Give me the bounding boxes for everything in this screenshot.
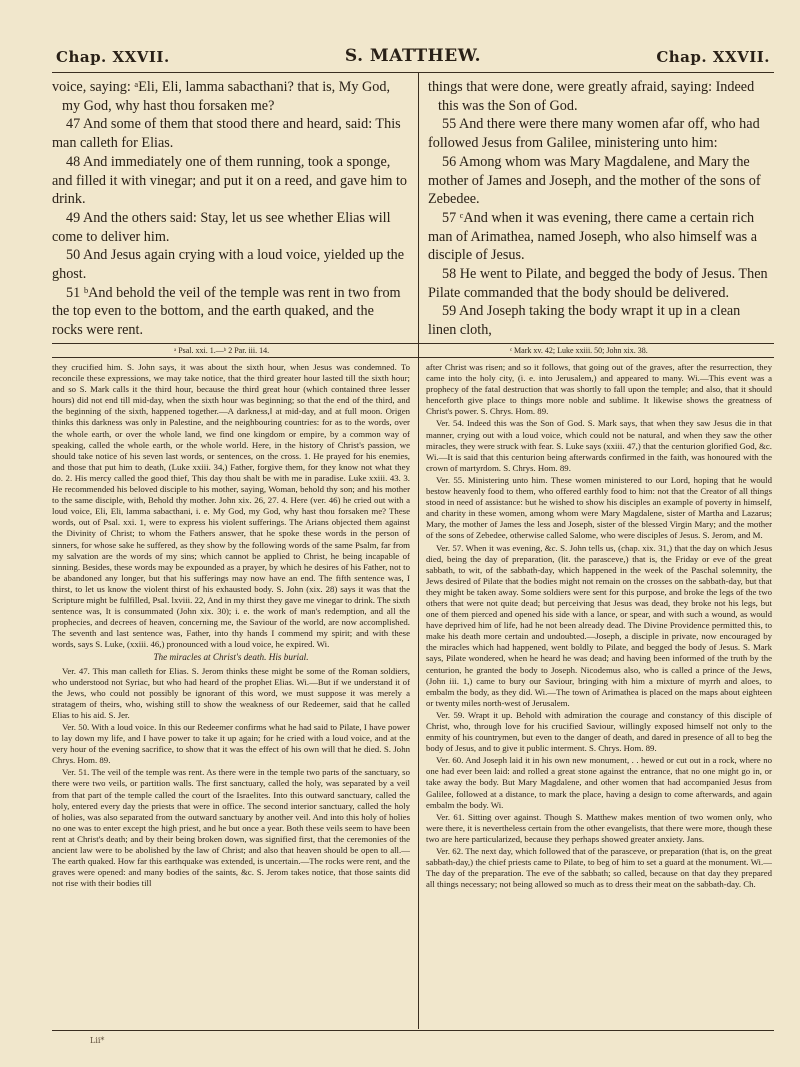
commentary-column-divider <box>418 357 419 1029</box>
chapter-label-left: Chap. XXVII. <box>56 48 170 66</box>
running-header <box>56 44 770 70</box>
verse: 47 And some of them that stood there and heard, said: This man calleth for Elias. <box>52 116 401 152</box>
commentary-paragraph: Ver. 61. Sitting over against. Though S. Matthew makes mention of two women only, who were there, it is nevertheless certain from the other evangelists, that there were more, though these two are here particularized, because they perhaps showed greater anxiety. Jans. <box>426 811 772 844</box>
verse: 55 And there were there many women afar off, who had followed Jesus from Galilee, ministering unto him: <box>428 116 760 152</box>
commentary-paragraph: Ver. 62. The next day, which followed that of the parasceve, or preparation (that is, on the great sabbath-day,) the chief priests came to Pilate, to beg of him to set a guard at the monument. Wi.—The day of the preparation. The eve of the sabbath; so called, because on that day they prepared all things necessary; not being allowed so much as to dress their meat on the sabbath-day. Ch. <box>426 846 772 890</box>
footnote-right: ᶜ Mark xv. 42; Luke xxiii. 50; John xix. 38. <box>510 346 648 355</box>
verse: 50 And Jesus again crying with a loud voice, yielded up the ghost. <box>52 247 405 283</box>
verse: voice, saying: ᵃEli, Eli, lamma sabacthani? that is, My God, my God, why hast thou forsaken me? <box>52 79 390 114</box>
header-rule <box>52 72 774 73</box>
verse-column-divider <box>418 72 419 358</box>
verse: things that were done, were greatly afraid, saying: Indeed this was the Son of God. <box>428 79 755 114</box>
commentary-column-right <box>426 362 772 1027</box>
commentary-paragraph: Ver. 47. This man calleth for Elias. S. Jerom thinks these might be some of the Roman soldiers, who understood not Syriac, but who had heard of the prophet Elias. Wi.—But if we understand it of the Jews, who could not possibly be ignorant of this word, we must suppose it was merely a stratagem of theirs, who, wishing still to show the weakness of our Redeemer, said that he called Elias to his aid. S. Jer. <box>52 665 410 720</box>
commentary-rule <box>52 357 774 358</box>
verse-column-left <box>52 78 408 340</box>
commentary-paragraph: Ver. 54. Indeed this was the Son of God. S. Mark says, that when they saw Jesus die in that manner, crying out with a loud voice, which could not be natural, and when they saw the other miracles, they were struck with fear. S. Luke says (xxiii. 47,) that the centurion glorified God, &c. Wi.—It is said that this centurion being afterwards confirmed in the faith, was honoured with the crown of martyrdom. S. Chrys. Hom. 89. <box>426 418 772 473</box>
commentary-paragraph: Ver. 55. Ministering unto him. These women ministered to our Lord, hoping that he would bestow heavenly food to them, who offered earthly food to him: not that the Creator of all things stood in need of assistance: but he wished to show his disciples an example of poverty in himself, and charity in these women, among whom were Mary Magdalene, sister of Martha and Lazarus; Mary, the mother of James the less and Joseph, sister of the blessed Virgin Mary; and the mother of the sons of Zebedee, otherwise called Salome, who were disciples of Jesus. S. Jerom, and M. <box>426 474 772 541</box>
commentary-paragraph: Ver. 50. With a loud voice. In this our Redeemer confirms what he had said to Pilate, I have power to lay down my life, and I have power to take it up again; for he cried with a loud voice, and at the very hour of the evening sacrifice, to show that it was the effect of his own will that he died. S. John Chrys. Hom. 89. <box>52 722 410 766</box>
page-signature: Lii* <box>90 1036 105 1045</box>
footnote-rule <box>52 343 774 344</box>
commentary-paragraph: Ver. 57. When it was evening, &c. S. John tells us, (chap. xix. 31,) that the day on which Jesus died, being the day of preparation, (lit. the parasceve,) that is, the Friday or eve of the great sabbath, to wit, of the sabbath-day, which happened in the week of the Paschal solemnity, the Jews desired of Pilate that the bodies might not remain on the crosses on the sabbath-day, but that they might be taken away. Some soldiers were sent for this purpose, and broke the legs of the two others that were not quite dead; but perceiving that Jesus was dead, they broke not his legs, but one of them pierced and opened his side with a lance, or spear, and with such a wound, as would have deprived him of life, had he not been already dead. The Divine Providence permitted this, to make his death more certain and undoubted.—Joseph, a disciple in private, now encouraged by the miracles which had happened, went boldly to Pilate, and begged the body of Jesus. S. Mark says, Pilate wondered, when he heard he was dead; and having been informed of the truth by the centurion, he granted the body to Joseph. Nicodemus also, who is called a prince of the Jews, (John iii. 1,) came to bury our Saviour, bringing with him a mixture of myrrh and aloes, to embalm the body, as they did. Wi.—The town of Arimathea is placed on the maps about eighteen or twenty miles north-west of Jerusalem. <box>426 542 772 708</box>
commentary-paragraph: they crucified him. S. John says, it was about the sixth hour, when Jesus was condemned. To reconcile these expressions, we may take notice, that the third greater hour lasted till the sixth hour; and so S. Mark calls it the third hour, because the third great hour (which contained three lesser hours) did not end till mid-day, when the sixth hour was beginning; so that the end of the third, and the beginning of the sixth, happened together.—A darkness,‖ at mid-day, and at full moon. Origen thinks this darkness was only in Palestine, and the neighbouring countries: for as to the words, over the whole earth, or over the whole land, we find one kingdom or empire, by a common way of speaking, called the whole earth, or the whole world. Here, in the history of Christ's passion, we should take notice of his seven last words, or sentences, on the cross. 1. He prayed for his enemies, and those that put him to death, (Luke xxiii. 34,) Father, forgive them, for they know not what they do. 2. His mercy called the good thief, This day thou shalt be with me in paradise. Luke xxiii. 43. 3. He recommended his beloved disciple to his mother, saying, Woman, behold thy son; and his mother to the same disciple, with, Behold thy mother. John xix. 26, 27. 4. Here (ver. 46) he cried out with a loud voice, Eli, Eli, lamma sabacthani, i. e. My God, my God, why hast thou forsaken me? These words, out of Psal. xxi. 1, were to express his violent sufferings. The Arians objected them against the Divinity of Christ; to whom the Fathers answer, that he spoke these words in the person of sinners, for whose sake he suffered, as they show by the following words of the same Psalm, far from my salvation are the words of my sins; which cannot be applied to Christ, he being incapable of sinning. Besides, these words may be expounded as a prayer, by which he desires of his Father, not to be abandoned any longer, but that his sufferings may now have an end. The fifth sentence was, I thirst, to let us know the violent thirst of his exhausted body. S. John (xix. 28) says it was that the Scripture might be fulfilled, Psal. lxviii. 22, And in my thirst they gave me vinegar to drink. The sixth sentence was, It is consummated (John xix. 30); i. e. the work of man's redemption, and all the prophecies, and decrees of heaven, concerning me, the Saviour of the world, are now accomplished. The seventh and last sentence was, Father, into thy hands I commend my spirit; and with these words, says S. Luke, (xxiii. 46,) pronounced with a loud voice, he expired. Wi. <box>52 362 410 650</box>
verse-column-right <box>428 78 772 340</box>
commentary-paragraph: Ver. 59. Wrapt it up. Behold with admiration the courage and constancy of this disciple of Christ, who, through love for his crucified Saviour, willingly exposed himself not only to the enmity of his countrymen, but even to the danger of death, and dared in presence of all to beg the body of Jesus, and to give it public interment. S. Chrys. Hom. 89. <box>426 709 772 754</box>
commentary-paragraph: Ver. 51. The veil of the temple was rent. As there were in the temple two parts of the sanctuary, so there were two veils, or partition walls. The first sanctuary, called the holy, was separated by a veil from that part of the temple called the court of the Israelites. Into this outward sanctuary, called the holy, entered every day the priests that were in office. The second interior sanctuary, called the holy of holies, was also separated from the outward sanctuary by another veil. And into this holy of holies no one was to enter except the high priest, and he but once a year. Both these veils seem to have been rent at Christ's death; and by their being broken down, was signified first, that the ceremonies of the ancient law were to be abolished by the law of Christ; and also that heaven should be open to all.—The earth quaked. How far this earthquake was extended, is uncertain.—The rocks were rent, and the graves were opened: and many bodies of the saints, &c. S. Jerom takes notice, that those saints did not rise with their bodies till <box>52 767 410 889</box>
bottom-rule <box>52 1030 774 1031</box>
verse: 59 And Joseph taking the body wrapt it up in a clean linen cloth, <box>428 303 741 339</box>
verse: 57 ᶜAnd when it was evening, there came a certain rich man of Arimathea, named Joseph, who also himself was a disciple of Jesus. <box>428 209 757 264</box>
footnote-left: ᵃ Psal. xxi. 1.—ᵇ 2 Par. iii. 14. <box>174 346 270 355</box>
verse: 49 And the others said: Stay, let us see whether Elias will come to deliver him. <box>52 209 391 245</box>
chapter-label-right: Chap. XXVII. <box>656 48 770 66</box>
commentary-paragraph: after Christ was risen; and so it follows, that going out of the graves, after the resurrection, they came into the holy city, (i. e. into Jerusalem,) and appeared to many. Wi.—This event was a prophecy of the fatal destruction that was shortly to fall upon the temple; and also, that it should henceforth give place to things more noble and sublime. It likewise shows the greatness of Christ's power. S. Chrys. Hom. 89. <box>426 362 772 417</box>
section-heading: The miracles at Christ's death. His burial. <box>153 652 309 663</box>
verse: 58 He went to Pilate, and begged the body of Jesus. Then Pilate commanded that the body should be delivered. <box>428 266 768 301</box>
verse: 51 ᵇAnd behold the veil of the temple was rent in two from the top even to the bottom, and the earth quaked, and the rocks were rent. <box>52 284 401 339</box>
commentary-column-left <box>52 362 410 1027</box>
book-title: S. MATTHEW. <box>344 46 482 66</box>
verse: 48 And immediately one of them running, took a sponge, and filled it with vinegar; and put it on a reed, and gave him to drink. <box>52 153 407 208</box>
verse: 56 Among whom was Mary Magdalene, and Mary the mother of James and Joseph, and the mother of the sons of Zebedee. <box>428 153 761 208</box>
commentary-paragraph: Ver. 60. And Joseph laid it in his own new monument, . . hewed or cut out in a rock, where no one had ever been laid: and rolled a great stone against the entrance, that no one might go in, or take away the body. But Mary Magdalene, and other women that had accompanied Jesus from Galilee, followed at a distance, to mark the place, having a design to come afterwards, and again embalm the body. Wi. <box>426 755 772 810</box>
